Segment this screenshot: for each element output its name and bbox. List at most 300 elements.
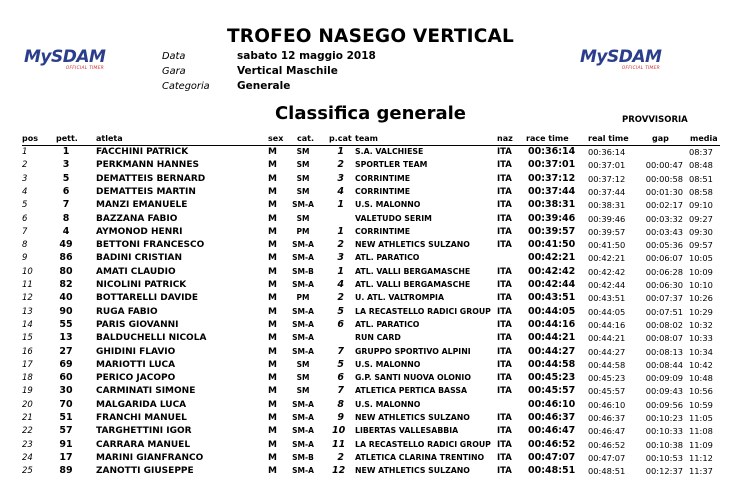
cell-sex: M — [268, 319, 277, 330]
cell-naz: ITA — [497, 373, 512, 384]
cell-atleta: PARIS GIOVANNI — [96, 319, 179, 330]
cell-naz: ITA — [497, 173, 512, 184]
cell-sex: M — [268, 280, 277, 290]
cell-gap: 00:12:37 — [645, 466, 683, 477]
cell-pcat: 7 — [337, 385, 344, 397]
cell-atleta: GHIDINI FLAVIO — [96, 346, 176, 357]
col-header-sex: sex — [268, 134, 284, 143]
cell-pos: 18 — [22, 373, 33, 384]
cell-atleta: NICOLINI PATRICK — [96, 280, 187, 290]
cell-pcat: 11 — [332, 438, 346, 450]
cell-race: 00:36:14 — [528, 146, 576, 157]
cell-pos: 20 — [22, 399, 33, 410]
cell-pett: 57 — [59, 425, 73, 437]
cell-cat: SM-A — [292, 439, 314, 449]
table-row — [0, 239, 741, 251]
cell-real: 00:36:14 — [588, 147, 626, 157]
cell-media: 10:29 — [689, 306, 713, 317]
cell-pcat: 1 — [337, 225, 344, 237]
cell-pcat: 6 — [337, 318, 344, 330]
cell-atleta: DEMATTEIS BERNARD — [96, 173, 206, 184]
cell-real: 00:44:58 — [588, 359, 626, 370]
cell-gap: 00:08:02 — [645, 319, 683, 330]
cell-race: 00:44:58 — [528, 358, 576, 370]
table-row — [0, 266, 741, 278]
col-header-cat: cat. — [297, 134, 315, 143]
table-row — [0, 186, 741, 198]
cell-gap: 00:09:43 — [645, 386, 683, 397]
cell-pcat: 5 — [337, 305, 344, 317]
cell-real: 00:38:31 — [588, 200, 626, 211]
cell-pcat: 5 — [337, 358, 344, 370]
cell-sex: M — [268, 253, 277, 264]
cell-pett: 27 — [59, 345, 73, 357]
cell-pos: 25 — [22, 466, 33, 477]
col-header-race-time: race time — [526, 134, 569, 143]
cell-naz: ITA — [497, 413, 512, 423]
cell-real: 00:39:46 — [588, 213, 626, 224]
cell-pcat: 2 — [337, 159, 344, 171]
table-row — [0, 399, 741, 411]
cell-pos: 9 — [22, 253, 28, 264]
cell-pos: 4 — [22, 186, 28, 197]
cell-media: 10:48 — [689, 373, 713, 384]
cell-cat: SM — [296, 173, 310, 183]
cell-cat: SM-A — [292, 306, 314, 316]
table-row — [0, 425, 741, 437]
cell-pos: 11 — [22, 280, 33, 290]
cell-gap: 00:10:38 — [645, 439, 683, 450]
table-row — [0, 332, 741, 344]
table-row — [0, 372, 741, 384]
cell-team: GRUPPO SPORTIVO ALPINI — [355, 346, 471, 356]
cell-pos: 23 — [22, 439, 33, 450]
cell-race: 00:37:01 — [528, 159, 576, 171]
cell-pcat: 10 — [332, 425, 346, 437]
cell-real: 00:44:05 — [588, 306, 626, 317]
cell-pos: 10 — [22, 266, 33, 277]
table-row — [0, 173, 741, 185]
cell-real: 00:44:16 — [588, 319, 626, 330]
table-row — [0, 465, 741, 477]
cell-real: 00:47:07 — [588, 452, 626, 463]
table-row — [0, 159, 741, 171]
logo-subtext: OFFICIAL TIMER — [65, 66, 104, 71]
cell-pett: 69 — [59, 358, 73, 370]
cell-pett: 89 — [59, 465, 73, 477]
cell-team: ATLETICA PERTICA BASSA — [355, 386, 468, 396]
cell-team: NEW ATHLETICS SULZANO — [355, 413, 470, 422]
cell-pett: 91 — [59, 438, 73, 450]
cell-race: 00:37:12 — [528, 172, 576, 184]
table-row — [0, 306, 741, 318]
cell-pett: 90 — [59, 305, 73, 317]
cell-real: 00:48:51 — [588, 466, 626, 477]
cell-cat: PM — [296, 226, 310, 236]
cell-cat: SM-A — [292, 333, 314, 343]
cell-cat: SM-A — [292, 399, 314, 409]
cell-gap: 00:06:07 — [645, 253, 683, 264]
cell-sex: M — [268, 452, 277, 463]
cell-team: CORRINTIME — [355, 226, 411, 236]
cell-real: 00:45:23 — [588, 373, 626, 384]
cell-cat: PM — [296, 293, 310, 303]
cell-real: 00:42:21 — [588, 253, 626, 264]
cell-real: 00:45:57 — [588, 386, 626, 397]
cell-pcat: 2 — [337, 292, 344, 304]
cell-pos: 1 — [22, 147, 28, 157]
cell-sex: M — [268, 333, 277, 344]
cell-sex: M — [268, 160, 277, 171]
cell-media: 10:10 — [689, 280, 713, 290]
cell-pcat: 2 — [337, 239, 344, 251]
cell-media: 10:56 — [689, 386, 713, 397]
cell-team: ATLETICA CLARINA TRENTINO — [355, 452, 485, 462]
cell-sex: M — [268, 186, 277, 197]
cell-team: S.A. VALCHIESE — [355, 147, 424, 156]
cell-team: G.P. SANTI NUOVA OLONIO — [355, 373, 471, 383]
cell-atleta: MANZI EMANUELE — [96, 200, 188, 211]
table-row — [0, 452, 741, 464]
cell-naz: ITA — [497, 186, 512, 197]
col-header-gap: gap — [652, 134, 669, 143]
cell-media: 11:05 — [689, 413, 713, 423]
cell-pett: 60 — [59, 372, 73, 384]
cell-pett: 82 — [59, 279, 73, 290]
cell-pett: 6 — [62, 185, 70, 197]
cell-pos: 8 — [22, 240, 28, 251]
cell-cat: SM-A — [292, 426, 314, 436]
cell-race: 00:46:47 — [528, 425, 576, 437]
cell-media: 09:27 — [689, 213, 713, 224]
cell-atleta: DEMATTEIS MARTIN — [96, 186, 196, 197]
cell-gap: 00:06:30 — [645, 280, 683, 290]
cell-cat: SM — [296, 213, 310, 223]
cell-media: 10:34 — [689, 346, 713, 357]
cell-naz: ITA — [497, 439, 512, 450]
cell-naz: ITA — [497, 213, 512, 224]
cell-race: 00:45:23 — [528, 372, 576, 384]
cell-real: 00:37:44 — [588, 186, 626, 197]
col-header-team: team — [355, 134, 378, 143]
table-row — [0, 213, 741, 225]
cell-gap: 00:01:30 — [645, 186, 683, 197]
cell-team: LIBERTAS VALLESABBIA — [355, 426, 459, 436]
cell-pett: 55 — [59, 318, 73, 330]
cell-team: NEW ATHLETICS SULZANO — [355, 466, 470, 476]
cell-race: 00:42:44 — [528, 279, 576, 290]
cell-pcat: 1 — [337, 265, 344, 277]
table-row — [0, 346, 741, 358]
cell-sex: M — [268, 306, 277, 317]
cell-pett: 51 — [59, 412, 73, 423]
cell-race: 00:46:10 — [528, 398, 576, 410]
cell-media: 11:12 — [689, 452, 713, 463]
cell-atleta: MARIOTTI LUCA — [96, 359, 176, 370]
col-header-atleta: atleta — [96, 134, 123, 143]
cell-real: 00:43:51 — [588, 293, 626, 304]
cell-atleta: BOTTARELLI DAVIDE — [96, 293, 199, 304]
cell-atleta: FACCHINI PATRICK — [96, 147, 189, 157]
table-row — [0, 292, 741, 304]
page-subtitle: Classifica generale — [274, 103, 467, 124]
cell-team: SPORTLER TEAM — [355, 160, 428, 170]
cell-atleta: BAZZANA FABIO — [96, 213, 178, 224]
cell-atleta: BADINI CRISTIAN — [96, 253, 183, 264]
cell-pett: 3 — [62, 159, 70, 171]
cell-pcat: 4 — [337, 185, 344, 197]
cell-naz: ITA — [497, 280, 512, 290]
cell-team: NEW ATHLETICS SULZANO — [355, 240, 470, 250]
cell-naz: ITA — [497, 333, 512, 344]
cell-atleta: CARRARA MANUEL — [96, 439, 191, 450]
meta-value-gara: Vertical Maschile — [237, 65, 338, 77]
cell-cat: SM-A — [292, 280, 314, 289]
cell-sex: M — [268, 386, 277, 397]
cell-pett: 1 — [62, 146, 70, 157]
cell-pos: 15 — [22, 333, 33, 344]
cell-team: ATL. VALLI BERGAMASCHE — [355, 266, 471, 276]
cell-race: 00:45:57 — [528, 385, 576, 397]
meta-label-categoria: Categoria — [162, 81, 210, 92]
cell-real: 00:42:44 — [588, 280, 626, 290]
cell-pcat: 7 — [337, 345, 344, 357]
table-row — [0, 359, 741, 371]
col-header-media: media — [690, 134, 718, 143]
mysdam-logo-right — [580, 49, 666, 75]
cell-cat: SM-A — [292, 346, 314, 356]
cell-atleta: RUGA FABIO — [96, 306, 158, 317]
cell-pett: 40 — [59, 292, 73, 304]
cell-naz: ITA — [497, 306, 512, 317]
cell-pett: 30 — [59, 385, 73, 397]
cell-team: LA RECASTELLO RADICI GROUP — [355, 306, 491, 316]
cell-atleta: FRANCHI MANUEL — [96, 413, 187, 423]
cell-gap: 00:10:53 — [645, 452, 683, 463]
cell-naz: ITA — [497, 426, 512, 437]
cell-cat: SM — [296, 386, 310, 396]
cell-real: 00:46:37 — [588, 413, 626, 423]
cell-pett: 80 — [59, 265, 73, 277]
cell-pcat: 12 — [332, 465, 346, 477]
cell-race: 00:44:21 — [528, 332, 576, 344]
col-header-pett: pett. — [56, 134, 78, 143]
cell-race: 00:39:57 — [528, 225, 576, 237]
cell-gap: 00:07:51 — [645, 306, 683, 317]
cell-sex: M — [268, 293, 277, 304]
cell-media: 08:48 — [689, 160, 713, 171]
cell-naz: ITA — [497, 319, 512, 330]
cell-pett: 86 — [59, 252, 73, 264]
cell-pos: 2 — [22, 160, 28, 171]
cell-team: U. ATL. VALTROMPIA — [355, 293, 444, 303]
cell-sex: M — [268, 413, 277, 423]
cell-media: 11:37 — [689, 466, 713, 477]
cell-pos: 16 — [22, 346, 33, 357]
cell-pett: 13 — [59, 332, 73, 344]
cell-media: 08:37 — [689, 147, 713, 157]
cell-pcat: 3 — [337, 252, 344, 264]
mysdam-logo-left — [24, 49, 110, 75]
cell-pcat: 1 — [337, 199, 344, 211]
cell-race: 00:38:31 — [528, 199, 576, 211]
meta-label-data: Data — [162, 51, 186, 62]
cell-real: 00:42:42 — [588, 266, 626, 277]
logo-subtext: OFFICIAL TIMER — [621, 66, 660, 71]
cell-atleta: BETTONI FRANCESCO — [96, 240, 205, 251]
cell-pett: 7 — [62, 199, 70, 211]
table-row — [0, 439, 741, 451]
cell-team: CORRINTIME — [355, 186, 411, 196]
cell-naz: ITA — [497, 200, 512, 211]
cell-gap: 00:09:09 — [645, 373, 683, 384]
cell-real: 00:39:57 — [588, 226, 626, 237]
cell-atleta: BALDUCHELLI NICOLA — [96, 333, 207, 344]
cell-naz: ITA — [497, 240, 512, 251]
cell-media: 10:42 — [689, 359, 713, 370]
cell-race: 00:46:52 — [528, 438, 576, 450]
cell-gap: 00:08:13 — [645, 346, 683, 357]
cell-team: ATL. VALLI BERGAMASCHE — [355, 280, 471, 289]
cell-cat: SM — [296, 160, 310, 170]
cell-sex: M — [268, 213, 277, 224]
cell-real: 00:44:27 — [588, 346, 626, 357]
cell-team: U.S. MALONNO — [355, 399, 421, 409]
cell-cat: SM-A — [292, 200, 314, 210]
cell-pett: 5 — [62, 172, 70, 184]
cell-team: U.S. MALONNO — [355, 200, 421, 210]
cell-naz: ITA — [497, 452, 512, 463]
table-row — [0, 199, 741, 211]
cell-media: 09:57 — [689, 240, 713, 251]
cell-naz: ITA — [497, 359, 512, 370]
cell-cat: SM-A — [292, 319, 314, 329]
logo-brand-text: MySDAM — [24, 47, 106, 67]
cell-pcat: 1 — [337, 146, 344, 157]
cell-cat: SM-A — [292, 240, 314, 250]
cell-gap: 00:07:37 — [645, 293, 683, 304]
cell-sex: M — [268, 266, 277, 277]
cell-sex: M — [268, 466, 277, 477]
cell-sex: M — [268, 226, 277, 237]
status-badge: PROVVISORIA — [622, 115, 688, 125]
cell-real: 00:46:52 — [588, 439, 626, 450]
cell-atleta: ZANOTTI GIUSEPPE — [96, 466, 194, 477]
cell-real: 00:37:12 — [588, 173, 626, 184]
cell-race: 00:46:37 — [528, 412, 576, 423]
cell-sex: M — [268, 373, 277, 384]
cell-pett: 8 — [62, 212, 70, 224]
cell-pett: 70 — [59, 398, 73, 410]
cell-pett: 4 — [62, 225, 70, 237]
cell-real: 00:46:10 — [588, 399, 626, 410]
cell-cat: SM — [296, 186, 310, 196]
cell-naz: ITA — [497, 147, 512, 157]
cell-pos: 3 — [22, 173, 28, 184]
cell-pcat: 2 — [337, 451, 344, 463]
table-row — [0, 252, 741, 264]
cell-pcat: 9 — [337, 412, 344, 423]
col-header-pos: pos — [22, 134, 38, 143]
cell-pcat: 8 — [337, 398, 344, 410]
cell-real: 00:41:50 — [588, 240, 626, 251]
cell-sex: M — [268, 439, 277, 450]
cell-gap: 00:00:47 — [645, 160, 683, 171]
cell-gap: 00:08:44 — [645, 359, 683, 370]
cell-race: 00:43:51 — [528, 292, 576, 304]
cell-gap: 00:09:56 — [645, 399, 683, 410]
cell-race: 00:39:46 — [528, 212, 576, 224]
cell-naz: ITA — [497, 346, 512, 357]
cell-team: U.S. MALONNO — [355, 359, 421, 369]
cell-cat: SM — [296, 147, 310, 156]
cell-cat: SM-B — [292, 266, 314, 276]
cell-media: 09:30 — [689, 226, 713, 237]
meta-value-data: sabato 12 maggio 2018 — [237, 50, 376, 62]
cell-gap: 00:05:36 — [645, 240, 683, 251]
cell-media: 10:32 — [689, 319, 713, 330]
cell-atleta: AMATI CLAUDIO — [96, 266, 176, 277]
cell-cat: SM — [296, 359, 310, 369]
meta-value-categoria: Generale — [237, 80, 291, 92]
meta-label-gara: Gara — [162, 66, 186, 77]
cell-gap: 00:03:43 — [645, 226, 683, 237]
cell-race: 00:42:21 — [528, 252, 576, 264]
cell-sex: M — [268, 173, 277, 184]
cell-sex: M — [268, 200, 277, 211]
cell-pos: 13 — [22, 306, 33, 317]
cell-media: 08:51 — [689, 173, 713, 184]
cell-race: 00:47:07 — [528, 451, 576, 463]
cell-sex: M — [268, 147, 277, 157]
cell-atleta: AYMONOD HENRI — [96, 226, 183, 237]
cell-team: ATL. PARATICO — [355, 319, 420, 329]
cell-gap: 00:08:07 — [645, 333, 683, 344]
cell-team: ATL. PARATICO — [355, 253, 420, 263]
cell-race: 00:44:16 — [528, 318, 576, 330]
logo-brand-text: MySDAM — [580, 47, 662, 67]
cell-media: 11:08 — [689, 426, 713, 437]
cell-pos: 12 — [22, 293, 33, 304]
cell-race: 00:48:51 — [528, 465, 576, 477]
cell-atleta: PERKMANN HANNES — [96, 160, 199, 171]
cell-race: 00:37:44 — [528, 185, 576, 197]
cell-pcat: 6 — [337, 372, 344, 384]
cell-real: 00:44:21 — [588, 333, 626, 344]
cell-cat: SM — [296, 373, 310, 383]
cell-cat: SM-B — [292, 452, 314, 462]
cell-gap: 00:00:58 — [645, 173, 683, 184]
col-header-naz: naz — [497, 134, 513, 143]
table-row — [0, 412, 741, 424]
cell-atleta: MARINI GIANFRANCO — [96, 452, 204, 463]
cell-media: 09:10 — [689, 200, 713, 211]
cell-team: CORRINTIME — [355, 173, 411, 183]
cell-sex: M — [268, 346, 277, 357]
cell-gap: 00:02:17 — [645, 200, 683, 211]
table-row — [0, 279, 741, 291]
cell-pos: 24 — [22, 452, 33, 463]
cell-pett: 17 — [59, 451, 73, 463]
cell-pos: 22 — [22, 426, 33, 437]
cell-gap: 00:06:28 — [645, 266, 683, 277]
cell-sex: M — [268, 399, 277, 410]
cell-media: 08:58 — [689, 186, 713, 197]
cell-naz: ITA — [497, 386, 512, 397]
table-row — [0, 146, 741, 158]
cell-pos: 5 — [22, 200, 28, 211]
cell-gap: 00:10:33 — [645, 426, 683, 437]
